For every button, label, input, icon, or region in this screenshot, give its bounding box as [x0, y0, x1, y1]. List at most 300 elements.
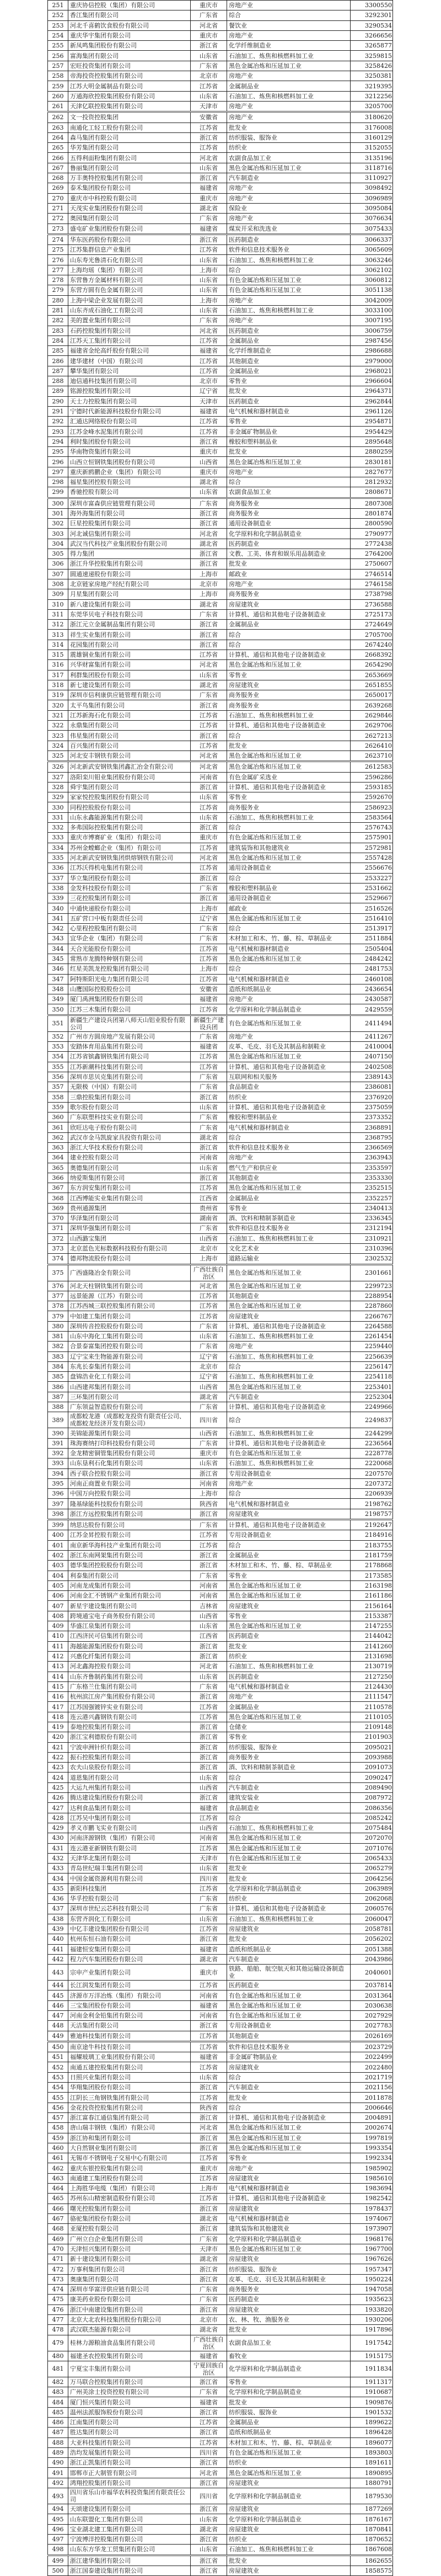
rank-cell: 453 — [48, 2072, 68, 2082]
company-name-cell: 上海中梁企业发展有限公司 — [68, 295, 191, 305]
revenue-cell: 2738798 — [351, 589, 393, 599]
company-name-cell: 山东垦利石化集团有限公司 — [68, 1459, 191, 1468]
company-name-cell: 纳思达股份有限公司 — [68, 1520, 191, 1530]
revenue-cell: 2961126 — [351, 406, 393, 416]
company-name-cell: 万通海欣控股集团股份有限公司 — [68, 91, 191, 101]
rank-cell: 304 — [48, 539, 68, 549]
table-row — [48, 1641, 393, 1651]
industry-cell: 燃气生产和供应业 — [227, 1163, 351, 1173]
company-name-cell: 江苏吴中集团有限公司 — [68, 1813, 191, 1823]
province-cell: 湖南省 — [191, 1214, 227, 1223]
revenue-cell: 2505404 — [351, 944, 393, 954]
table-row — [48, 467, 393, 477]
table-row — [48, 153, 393, 163]
province-cell: 广东省 — [191, 2387, 227, 2397]
province-cell: 上海市 — [191, 569, 227, 579]
rank-cell: 284 — [48, 336, 68, 345]
table-row — [48, 386, 393, 396]
table-row — [48, 1372, 393, 1382]
province-cell: 江苏省 — [191, 1301, 227, 1311]
revenue-cell: 3205700 — [351, 101, 393, 111]
province-cell: 浙江省 — [191, 1722, 227, 1732]
table-row — [48, 1311, 393, 1321]
revenue-cell: 2141260 — [351, 1641, 393, 1651]
rank-cell: 382 — [48, 1342, 68, 1351]
revenue-cell: 2987456 — [351, 336, 393, 345]
revenue-cell: 2261454 — [351, 1332, 393, 1342]
table-row — [48, 1142, 393, 1152]
province-cell: 广东省 — [191, 883, 227, 893]
revenue-cell: 2336345 — [351, 1214, 393, 1223]
industry-cell: 黑色金属冶炼和压延加工业 — [227, 762, 351, 772]
industry-cell: 电气机械和器材制造业 — [227, 1122, 351, 1132]
rank-cell: 334 — [48, 843, 68, 853]
province-cell: 江苏省 — [191, 954, 227, 964]
table-row — [48, 2458, 393, 2468]
industry-cell: 黑色金属冶炼和压延加工业 — [227, 1264, 351, 1281]
company-name-cell: 杭州滨江房产集团股份有限公司 — [68, 1692, 191, 1702]
company-name-cell: 河北新武安钢铁集团鑫汇冶金有限公司 — [68, 762, 191, 772]
province-cell: 福建省 — [191, 1803, 227, 1813]
table-row — [48, 437, 393, 446]
province-cell: 山东省 — [191, 1163, 227, 1173]
industry-cell: 农副食品加工业 — [227, 2335, 351, 2351]
industry-cell: 仓储业 — [227, 1722, 351, 1732]
company-name-cell: 江苏三木集团有限公司 — [68, 1004, 191, 1015]
rank-cell: 481 — [48, 2361, 68, 2377]
company-name-cell: 浙江大华技术股份有限公司 — [68, 1142, 191, 1152]
province-cell: 浙江省 — [191, 2566, 227, 2575]
table-row — [48, 2244, 393, 2254]
company-name-cell: 浙江宝利德股份有限公司 — [68, 1732, 191, 1742]
revenue-cell: 2705700 — [351, 630, 393, 640]
company-name-cell: 中如建工集团有限公司 — [68, 1311, 191, 1321]
industry-cell: 纺织业 — [227, 1651, 351, 1661]
table-row — [48, 1214, 393, 1223]
company-name-cell: 欣旺达电子股份有限公司 — [68, 1122, 191, 1132]
province-cell: 江西省 — [191, 1193, 227, 1203]
company-name-cell: 厦门恒兴集团有限公司 — [68, 2397, 191, 2407]
province-cell: 四川省 — [191, 2488, 227, 2504]
company-name-cell: 美锦能源集团有限公司 — [68, 1428, 191, 1438]
revenue-cell: 2063989 — [351, 1883, 393, 1893]
company-name-cell: 五得利面粉集团有限公司 — [68, 153, 191, 163]
table-body — [48, 1, 393, 2576]
company-name-cell: 新星宇建设集团有限公司 — [68, 1601, 191, 1611]
company-name-cell: 山西潞宝集团 — [68, 1233, 191, 1243]
company-name-cell: 骆驼集团股份有限公司 — [68, 2213, 191, 2223]
rank-cell: 425 — [48, 1782, 68, 1792]
table-row — [48, 2254, 393, 2264]
company-name-cell: 河北诚信集团有限公司 — [68, 529, 191, 539]
province-cell: 广东省 — [191, 214, 227, 223]
industry-cell: 石油加工、炼焦和核燃料加工业 — [227, 1372, 351, 1382]
revenue-cell: 1992334 — [351, 2153, 393, 2163]
table-row — [48, 974, 393, 984]
company-name-cell: 浙江元立金属制品集团有限公司 — [68, 620, 191, 630]
company-name-cell: 康美药业股份有限公司 — [68, 2295, 191, 2304]
table-row — [48, 1254, 393, 1264]
table-row — [48, 2555, 393, 2566]
revenue-cell: 2531662 — [351, 883, 393, 893]
company-name-cell: 河北天柱钢铁集团有限公司 — [68, 1281, 191, 1291]
industry-cell: 黑色金属冶炼和压延加工业 — [227, 1833, 351, 1843]
province-cell: 江苏省 — [191, 2031, 227, 2041]
company-name-cell: 中国金属资源利用有限公司 — [68, 1874, 191, 1883]
revenue-cell: 1978437 — [351, 2204, 393, 2213]
company-name-cell: 重庆市中科控股有限公司 — [68, 193, 191, 203]
company-name-cell: 鸿翔控股集团有限公司 — [68, 2478, 191, 2488]
company-name-cell: 河南金汇不锈钢产业集团有限公司 — [68, 1591, 191, 1601]
industry-cell: 电气机械和器材制造业 — [227, 944, 351, 954]
company-name-cell: 东营方圆有色金属有限公司 — [68, 285, 191, 295]
revenue-cell: 1993354 — [351, 2143, 393, 2153]
table-row — [48, 123, 393, 132]
province-cell: 河北省 — [191, 2468, 227, 2478]
rank-cell: 473 — [48, 2274, 68, 2284]
revenue-cell: 2022499 — [351, 2052, 393, 2062]
table-row — [48, 1052, 393, 1062]
table-row — [48, 1173, 393, 1183]
province-cell: 广西壮族自治区 — [191, 2335, 227, 2351]
province-cell: 广东省 — [191, 1082, 227, 1092]
table-row — [48, 772, 393, 782]
industry-cell: 化学原料和化学制品制造业 — [227, 1883, 351, 1893]
province-cell: 河南省 — [191, 1833, 227, 1843]
rank-cell: 443 — [48, 1965, 68, 1981]
table-row — [48, 843, 393, 853]
rank-cell: 299 — [48, 487, 68, 498]
revenue-cell: 2060576 — [351, 1904, 393, 1914]
province-cell: 重庆市 — [191, 833, 227, 843]
company-name-cell: 深圳市富森供应链管理有限公司 — [68, 498, 191, 508]
rank-cell: 311 — [48, 609, 68, 619]
table-row — [48, 650, 393, 660]
table-row — [48, 427, 393, 437]
revenue-cell: 2529667 — [351, 893, 393, 903]
industry-cell: 房地产业 — [227, 101, 351, 111]
revenue-cell: 2639268 — [351, 700, 393, 710]
revenue-cell: 2612583 — [351, 762, 393, 772]
company-ranking-table — [47, 0, 393, 2576]
rank-cell: 444 — [48, 1981, 68, 1990]
rank-cell: 440 — [48, 1934, 68, 1944]
industry-cell: 农、林、牧、渔服务业 — [227, 2314, 351, 2324]
revenue-cell: 3180620 — [351, 112, 393, 123]
company-name-cell: 兴华财富集团有限公司 — [68, 660, 191, 670]
rank-cell: 350 — [48, 1004, 68, 1015]
table-row — [48, 41, 393, 51]
province-cell: 江苏省 — [191, 2062, 227, 2072]
revenue-cell: 2626410 — [351, 741, 393, 751]
table-row — [48, 823, 393, 833]
rank-cell: 277 — [48, 265, 68, 275]
industry-cell: 纺织业 — [227, 2458, 351, 2468]
company-name-cell: 河北千喜鹤饮食股份有限公司 — [68, 20, 191, 30]
revenue-cell: 2051388 — [351, 1944, 393, 1954]
company-name-cell: 宜华企业（集团）有限公司 — [68, 934, 191, 944]
table-row — [48, 1459, 393, 1468]
rank-cell: 285 — [48, 346, 68, 356]
revenue-cell: 2830181 — [351, 457, 393, 467]
industry-cell: 计算机、通信和其他电子设备制造业 — [227, 2194, 351, 2204]
revenue-cell: 2207372 — [351, 1478, 393, 1488]
revenue-cell: 2111547 — [351, 1692, 393, 1702]
rank-cell: 486 — [48, 2417, 68, 2427]
rank-cell: 335 — [48, 853, 68, 863]
province-cell: 贵州省 — [191, 1203, 227, 1213]
province-cell: 山西省 — [191, 457, 227, 467]
revenue-cell: 2411267 — [351, 1031, 393, 1041]
industry-cell: 道路运输业 — [227, 1254, 351, 1264]
revenue-cell: 3258426 — [351, 61, 393, 71]
revenue-cell: 2312194 — [351, 1223, 393, 1233]
rank-cell: 392 — [48, 1448, 68, 1458]
rank-cell: 389 — [48, 1412, 68, 1428]
table-row — [48, 203, 393, 213]
company-name-cell: 河南金利金铅集团有限公司 — [68, 2011, 191, 2021]
rank-cell: 342 — [48, 924, 68, 934]
industry-cell: 批发业 — [227, 1864, 351, 1874]
province-cell: 浙江省 — [191, 1692, 227, 1702]
province-cell: 广东省 — [191, 498, 227, 508]
table-row — [48, 710, 393, 720]
province-cell: 江苏省 — [191, 2194, 227, 2204]
industry-cell: 化学原料和化学制品制造业 — [227, 2387, 351, 2397]
industry-cell: 黑色金属冶炼和压延加工业 — [227, 853, 351, 863]
industry-cell: 房地产业 — [227, 1342, 351, 1351]
province-cell: 安徽省 — [191, 984, 227, 994]
revenue-cell: 2808671 — [351, 487, 393, 498]
company-name-cell: 家家悦控股集团股份有限公司 — [68, 792, 191, 802]
rank-cell: 499 — [48, 2555, 68, 2566]
province-cell: 江苏省 — [191, 710, 227, 720]
industry-cell: 黑色金属冶炼和压延加工业 — [227, 1052, 351, 1062]
company-name-cell: 金花投资控股集团有限公司 — [68, 2103, 191, 2112]
revenue-cell: 2256639 — [351, 1351, 393, 1361]
revenue-cell: 2093988 — [351, 1752, 393, 1762]
industry-cell: 有色金属冶炼和压延加工业 — [227, 1448, 351, 1458]
province-cell: 江苏省 — [191, 2093, 227, 2103]
industry-cell: 零售业 — [227, 1611, 351, 1621]
table-row — [48, 2274, 393, 2284]
industry-cell: 房地产业 — [227, 183, 351, 193]
table-row — [48, 1981, 393, 1990]
industry-cell: 其他制造业 — [227, 1291, 351, 1301]
province-cell: 广东省 — [191, 1113, 227, 1122]
revenue-cell: 1974067 — [351, 2213, 393, 2223]
company-name-cell: 温州法派服饰股份有限公司 — [68, 2407, 191, 2417]
table-row — [48, 1428, 393, 1438]
company-name-cell: 万事利集团有限公司 — [68, 2264, 191, 2274]
province-cell: 江苏省 — [191, 427, 227, 437]
rank-cell: 271 — [48, 203, 68, 213]
company-name-cell: 洛阳栾川钼业集团股份有限公司 — [68, 772, 191, 782]
table-row — [48, 2566, 393, 2575]
province-cell: 山东省 — [191, 1914, 227, 1924]
rank-cell: 468 — [48, 2224, 68, 2234]
company-name-cell: 华东医药股份有限公司 — [68, 234, 191, 244]
table-row — [48, 255, 393, 265]
industry-cell: 医药制造业 — [227, 2295, 351, 2304]
province-cell: 四川省 — [191, 2447, 227, 2457]
table-row — [48, 2103, 393, 2112]
revenue-cell: 2110105 — [351, 1712, 393, 1722]
province-cell: 浙江省 — [191, 549, 227, 559]
province-cell: 浙江省 — [191, 41, 227, 51]
rank-cell: 415 — [48, 1681, 68, 1691]
province-cell: 浙江省 — [191, 823, 227, 833]
province-cell: 浙江省 — [191, 2021, 227, 2031]
province-cell: 福建省 — [191, 406, 227, 416]
industry-cell: 酒、饮料和精制茶制造业 — [227, 1214, 351, 1223]
rank-cell: 262 — [48, 112, 68, 123]
company-name-cell: 雅迪科技集团有限公司 — [68, 2031, 191, 2041]
table-row — [48, 143, 393, 153]
province-cell: 广东省 — [191, 1321, 227, 1331]
company-name-cell: 山东寿光鲁清石化有限公司 — [68, 255, 191, 265]
province-cell: 广东省 — [191, 1072, 227, 1082]
rank-cell: 485 — [48, 2407, 68, 2417]
rank-cell: 347 — [48, 974, 68, 984]
table-row — [48, 1031, 393, 1041]
industry-cell: 黑色金属冶炼和压延加工业 — [227, 2000, 351, 2010]
rank-cell: 492 — [48, 2478, 68, 2488]
company-name-cell: 奥德集团有限公司 — [68, 1163, 191, 1173]
company-name-cell: 建业控股有限公司 — [68, 1153, 191, 1163]
revenue-cell: 2249966 — [351, 1402, 393, 1412]
revenue-cell: 2363943 — [351, 1153, 393, 1163]
industry-cell: 综合 — [227, 1540, 351, 1550]
industry-cell: 零售业 — [227, 670, 351, 680]
rank-cell: 460 — [48, 2143, 68, 2153]
industry-cell: 综合 — [227, 640, 351, 650]
table-row — [48, 1894, 393, 1904]
rank-cell: 252 — [48, 10, 68, 20]
rank-cell: 263 — [48, 123, 68, 132]
revenue-cell: 1973907 — [351, 2224, 393, 2234]
province-cell: 陕西省 — [191, 1499, 227, 1509]
province-cell: 江苏省 — [191, 1981, 227, 1990]
revenue-cell: 3051138 — [351, 285, 393, 295]
province-cell: 浙江省 — [191, 519, 227, 529]
company-name-cell: 泰禾集团股份有限公司 — [68, 183, 191, 193]
table-row — [48, 569, 393, 579]
rank-cell: 365 — [48, 1163, 68, 1173]
rank-cell: 431 — [48, 1843, 68, 1853]
rank-cell: 292 — [48, 417, 68, 427]
company-name-cell: 森马集团有限公司 — [68, 132, 191, 142]
revenue-cell: 2026169 — [351, 2031, 393, 2041]
table-row — [48, 1223, 393, 1233]
rank-cell: 337 — [48, 873, 68, 883]
revenue-cell: 1867608 — [351, 2545, 393, 2555]
province-cell: 广东省 — [191, 1520, 227, 1530]
company-name-cell: 多弗国际控股集团有限公司 — [68, 823, 191, 833]
industry-cell: 软件和信息技术服务业 — [227, 245, 351, 255]
company-name-cell: 河南正商置业有限公司 — [68, 1478, 191, 1488]
industry-cell: 皮革、毛皮、羽毛及其制品和制鞋业 — [227, 1041, 351, 1051]
industry-cell: 批发业 — [227, 123, 351, 132]
rank-cell: 302 — [48, 519, 68, 529]
revenue-cell: 2220068 — [351, 1459, 393, 1468]
company-name-cell: 歌尔股份有限公司 — [68, 1102, 191, 1112]
table-row — [48, 20, 393, 30]
rank-cell: 332 — [48, 823, 68, 833]
company-name-cell: 浙江国泰建设集团有限公司 — [68, 2566, 191, 2575]
revenue-cell: 2236564 — [351, 1438, 393, 1448]
revenue-cell: 2481753 — [351, 964, 393, 974]
revenue-cell: 2288954 — [351, 1291, 393, 1301]
company-name-cell: 长江润发集团有限公司 — [68, 1981, 191, 1990]
company-name-cell: 奥康集团有限公司 — [68, 2274, 191, 2284]
rank-cell: 359 — [48, 1102, 68, 1112]
table-row — [48, 366, 393, 376]
rank-cell: 467 — [48, 2213, 68, 2223]
table-row — [48, 2011, 393, 2021]
rank-cell: 339 — [48, 893, 68, 903]
rank-cell: 333 — [48, 833, 68, 843]
province-cell: 浙江省 — [191, 731, 227, 741]
rank-cell: 316 — [48, 660, 68, 670]
rank-cell: 438 — [48, 1914, 68, 1924]
industry-cell: 医药制造业 — [227, 326, 351, 336]
table-row — [48, 1773, 393, 1782]
company-name-cell: 广东格兰仕集团有限公司 — [68, 1681, 191, 1691]
company-name-cell: 浙江富春江通信集团有限公司 — [68, 2112, 191, 2122]
industry-cell: 软件和信息技术服务业 — [227, 1223, 351, 1233]
revenue-cell: 1947058 — [351, 2285, 393, 2295]
industry-cell: 房屋建筑业 — [227, 680, 351, 690]
industry-cell: 计算机、通信和其他电子设备制造业 — [227, 1402, 351, 1412]
province-cell: 重庆市 — [191, 2163, 227, 2173]
rank-cell: 268 — [48, 173, 68, 183]
company-name-cell: 浙江中南建设集团有限公司 — [68, 2304, 191, 2314]
table-row — [48, 1163, 393, 1173]
table-row — [48, 2387, 393, 2397]
rank-cell: 255 — [48, 41, 68, 51]
revenue-cell: 2310921 — [351, 1233, 393, 1243]
table-row — [48, 680, 393, 690]
table-row — [48, 539, 393, 549]
industry-cell: 软件和信息技术服务业 — [227, 1142, 351, 1152]
province-cell: 浙江省 — [191, 1752, 227, 1762]
rank-cell: 466 — [48, 2204, 68, 2213]
industry-cell: 纺织服装、服饰业 — [227, 1742, 351, 1752]
industry-cell: 电气机械和器材制造业 — [227, 1681, 351, 1691]
company-name-cell: 常熟市龙腾特种钢有限公司 — [68, 954, 191, 964]
revenue-cell: 2366569 — [351, 1142, 393, 1152]
industry-cell: 综合 — [227, 1813, 351, 1823]
industry-cell: 化学纤维制造业 — [227, 346, 351, 356]
revenue-cell: 2056202 — [351, 1934, 393, 1944]
industry-cell: 批发业 — [227, 386, 351, 396]
table-row — [48, 1243, 393, 1253]
province-cell: 山东省 — [191, 1672, 227, 1681]
province-cell: 广东省 — [191, 1894, 227, 1904]
rank-cell: 376 — [48, 1281, 68, 1291]
company-name-cell: 连云港兴鑫钢铁有限公司 — [68, 1712, 191, 1722]
province-cell: 山东省 — [191, 670, 227, 680]
table-row — [48, 863, 393, 873]
company-name-cell: 天茂实业集团股份有限公司 — [68, 203, 191, 213]
table-row — [48, 1591, 393, 1601]
province-cell: 上海市 — [191, 1254, 227, 1264]
industry-cell: 木材加工和木、竹、藤、棕、草制品业 — [227, 934, 351, 944]
rank-cell: 451 — [48, 2052, 68, 2062]
rank-cell: 422 — [48, 1752, 68, 1762]
company-name-cell: 江苏新潮科技集团有限公司 — [68, 1062, 191, 1072]
